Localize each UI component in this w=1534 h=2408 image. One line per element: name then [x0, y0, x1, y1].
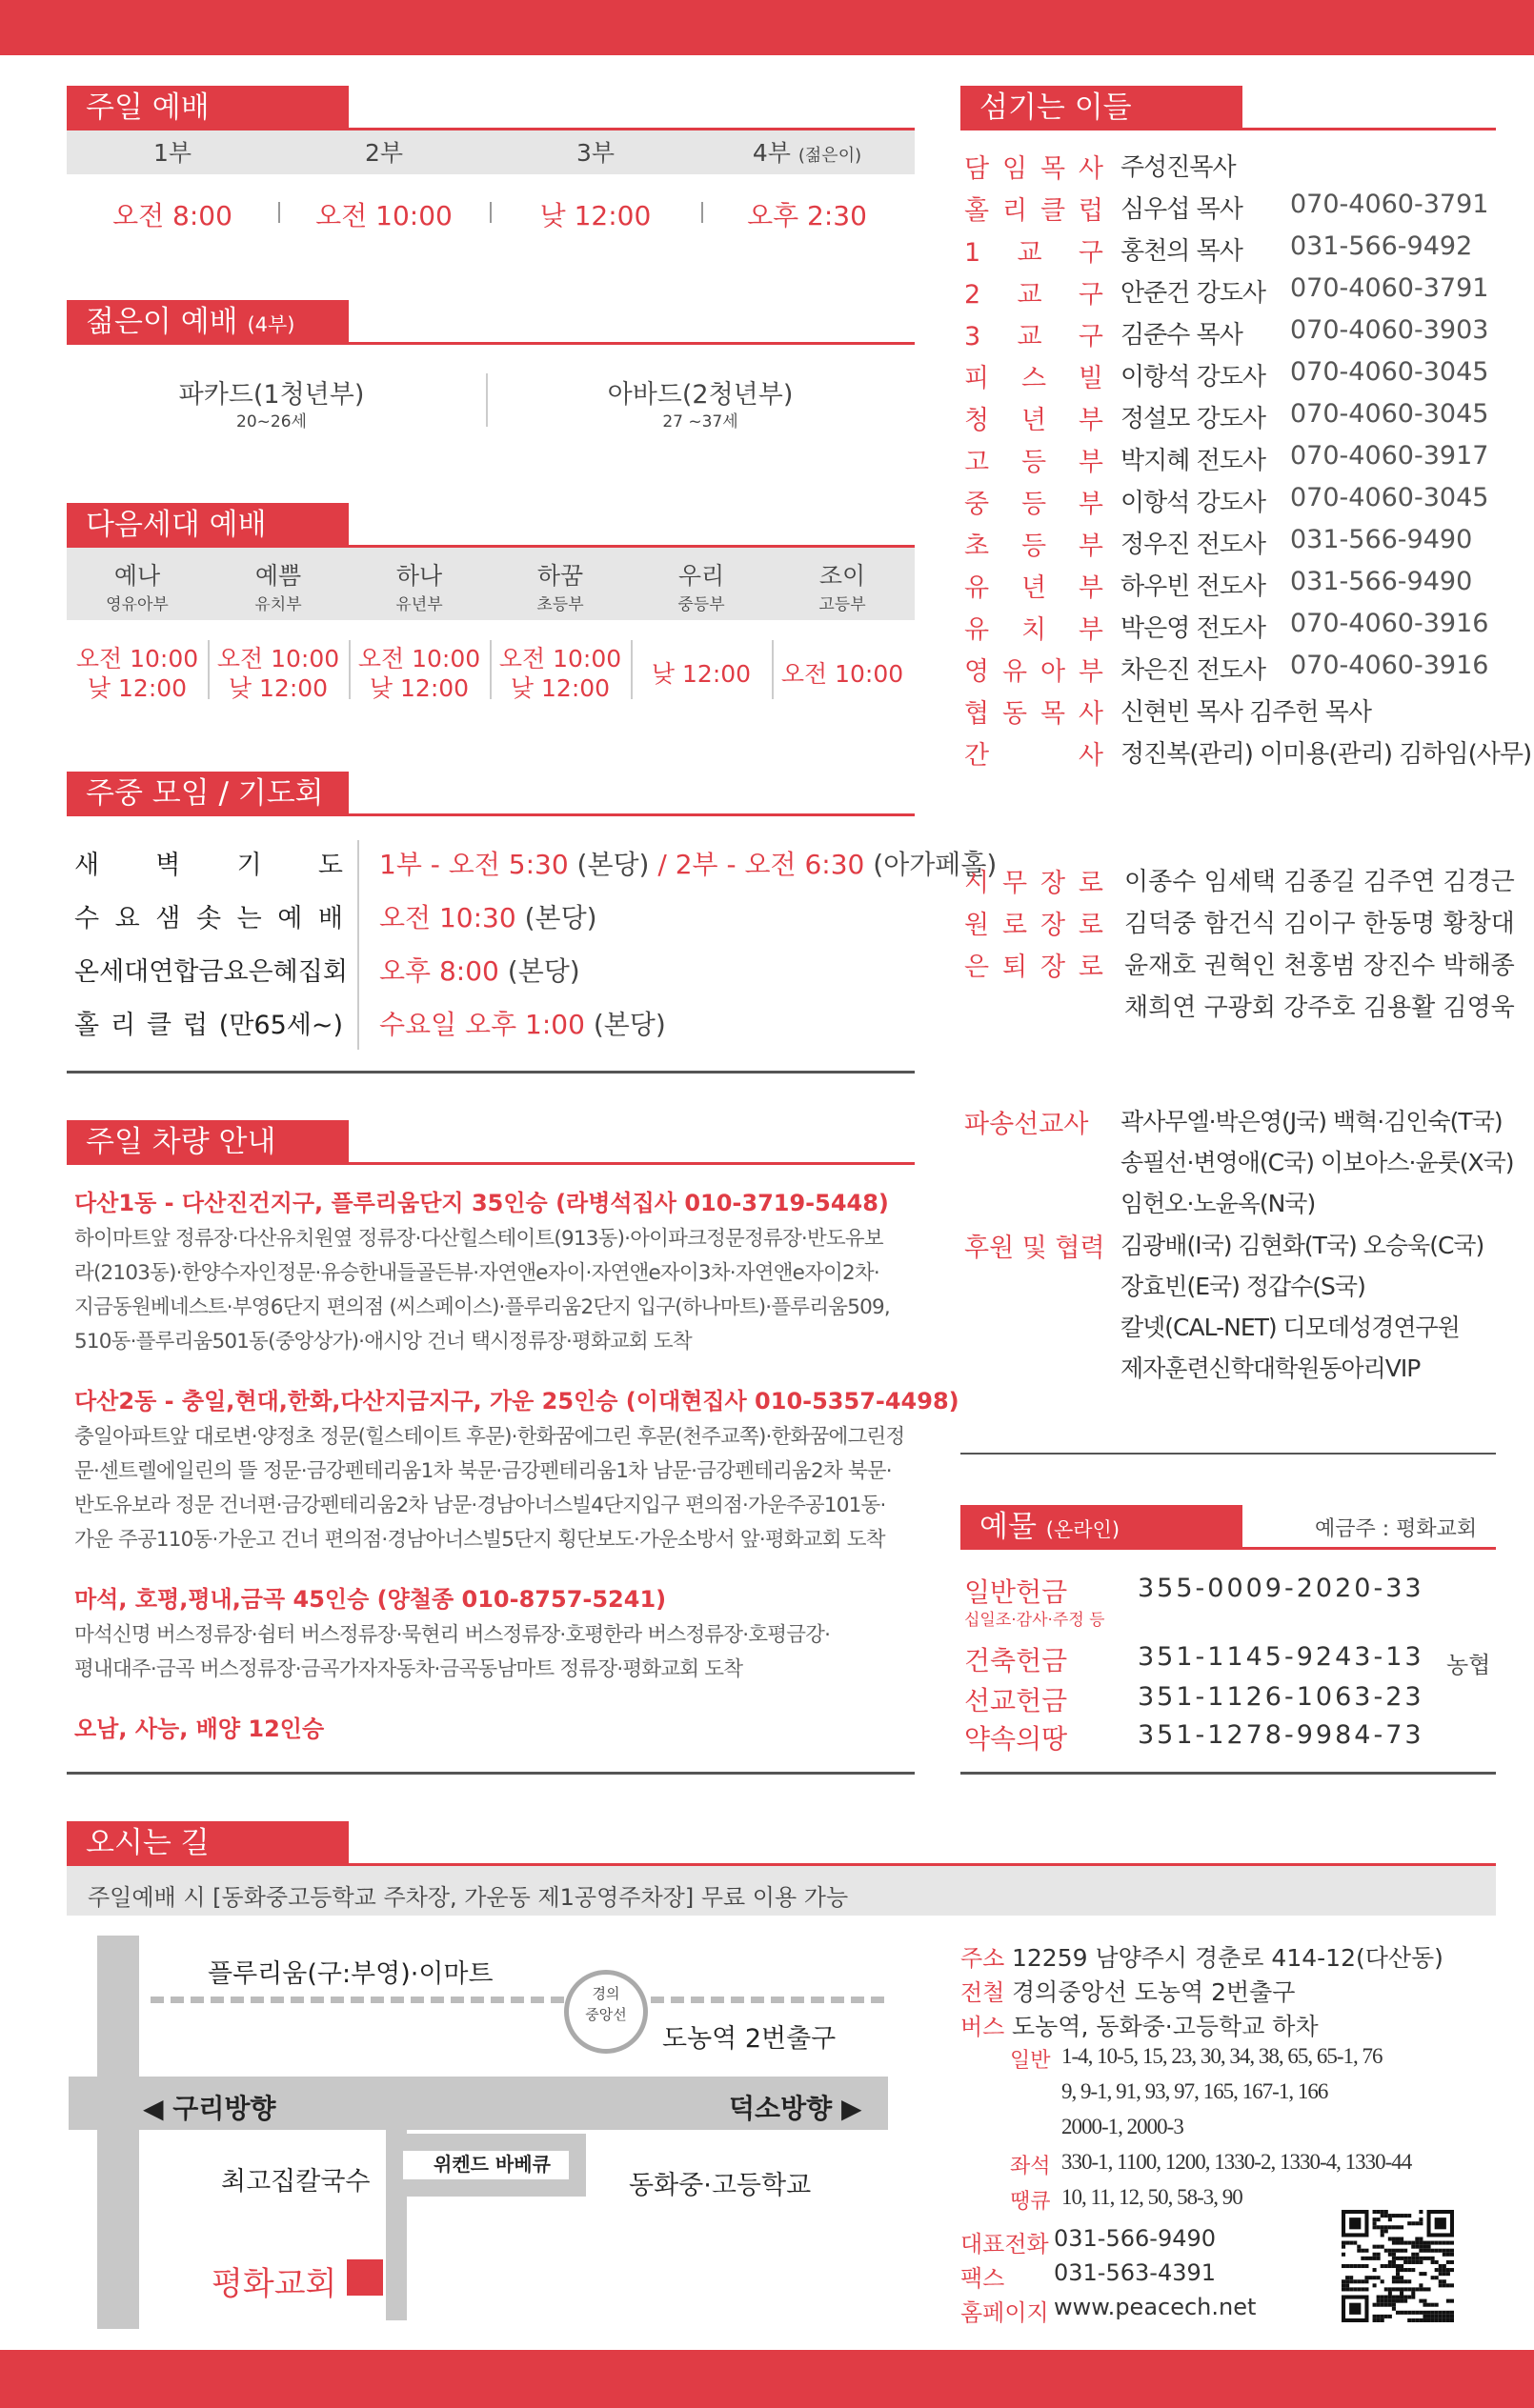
- nextgen-dept-sub: 고등부: [818, 595, 866, 614]
- sunday-service-sub: (젊은이): [797, 146, 862, 166]
- vehicle-route-line: 평내대주·금곡 버스정류장·금곡가자자동차·금곡동남마트 정류장·평화교회 도착: [74, 1657, 743, 1681]
- offering-account: 355-0009-2020-33: [1138, 1574, 1424, 1603]
- weekday-red1: 수요일 오후 1:00: [379, 1009, 585, 1040]
- elder-names: 이종수 임세택 김종길 김주연 김경근: [1124, 868, 1515, 896]
- staff-role: 초 등 부: [964, 532, 1103, 561]
- bus-type-label: 일반: [1010, 2049, 1051, 2073]
- staff-role: 고 등 부: [964, 448, 1103, 477]
- staff-name: 하우빈 전도사: [1120, 572, 1265, 601]
- sunday-section-title: 주일 예배: [67, 86, 349, 130]
- vehicle-route-line: 510동·플루리움501동(중앙상가)·애시앙 건너 택시정류장·평화교회 도착: [74, 1330, 692, 1354]
- staff-role: 2 교 구: [964, 280, 1103, 310]
- info-value: 031-563-4391: [1054, 2259, 1217, 2286]
- support-line: 장효빈(E국) 정갑수(S국): [1120, 1273, 1365, 1300]
- map-top-label: 플루리움(구:부영)·이마트: [208, 1959, 494, 1989]
- elder-names: 채희연 구광회 강주호 김용활 김영욱: [1124, 993, 1515, 1022]
- sunday-service-label: [701, 134, 913, 169]
- staff-phone: 031-566-9490: [1290, 525, 1473, 554]
- separator: [772, 640, 774, 699]
- nextgen-dept-sub: 중등부: [677, 595, 725, 614]
- map-left-direction: ◀ 구리방향: [143, 2093, 276, 2124]
- map-church-marker: [347, 2259, 383, 2296]
- info-value: 12259 남양주시 경춘로 414-12(다산동): [1012, 1944, 1443, 1972]
- info-label: 전철: [960, 1979, 1005, 2006]
- staff-phone: 070-4060-3045: [1290, 399, 1489, 429]
- separator: [490, 640, 492, 699]
- info-value: 도농역, 동화중·고등학교 하차: [1012, 2013, 1319, 2040]
- weekday-slash: /: [649, 849, 676, 880]
- staff-role: 3 교 구: [964, 322, 1103, 351]
- weekday-gray1: (본당): [498, 955, 580, 987]
- sunday-service-part: 1부: [152, 139, 192, 167]
- youth-group-2: 아바드(2청년부): [607, 380, 794, 410]
- info-value: 경의중앙선 도농역 2번출구: [1012, 1978, 1296, 2006]
- map-church: 평화교회: [212, 2265, 337, 2303]
- weekday-gray1: (본당): [584, 1009, 666, 1040]
- map-rail-line: [151, 1997, 884, 2003]
- separator: [631, 640, 633, 699]
- nextgen-dept-sub: 유년부: [395, 595, 443, 614]
- info-label: 버스: [960, 2014, 1005, 2040]
- support-line: 제자훈련신학대학원동아리VIP: [1120, 1354, 1421, 1382]
- missionary-line: 곽사무엘·박은영(J국) 백혁·김인숙(T국): [1120, 1108, 1503, 1135]
- sunday-service-label: [67, 134, 278, 169]
- sunday-service-label: [490, 134, 701, 169]
- separator: [349, 640, 351, 699]
- staff-name: 정우진 전도사: [1120, 531, 1265, 559]
- offering-sub: 십일조·감사·주정 등: [964, 1611, 1105, 1630]
- support-label: 후원 및 협력: [964, 1234, 1105, 1263]
- elder-names: 김덕중 함건식 김이구 한동명 황창대: [1124, 910, 1515, 938]
- youth-section-title: 젊은이 예배 (4부): [67, 300, 349, 344]
- nextgen-dept-sub: 영유아부: [106, 595, 169, 614]
- nextgen-section-title: 다음세대 예배: [67, 503, 349, 547]
- directions-section-title: 오시는 길: [67, 1821, 349, 1865]
- staff-phone: 031-566-9492: [1290, 231, 1473, 261]
- staff-name: 정설모 강도사: [1120, 405, 1265, 433]
- vehicle-route-line: 충일아파트앞 대로변·양정초 정문(힐스테이트 후문)·한화꿈에그린 후문(천주교쪽)·한화꿈에그린정: [74, 1425, 905, 1449]
- sunday-service-time: 낮 12:00: [539, 200, 652, 231]
- weekday-red2: 2부 - 오전 6:30: [675, 849, 865, 880]
- map-bbq: 위켄드 바베큐: [434, 2153, 551, 2176]
- nextgen-dept-name: 예쁨: [254, 562, 302, 590]
- vehicle-route-head: 다산1동 - 다산진건지구, 플루리움단지 35인승 (라병석집사 010-3719-5448): [74, 1190, 889, 1216]
- nextgen-time-2: 낮 12:00: [228, 674, 329, 702]
- nextgen-time-1: 오전 10:00: [216, 645, 340, 672]
- bus-type-label: 좌석: [1010, 2155, 1051, 2178]
- nextgen-time-1: 오전 10:00: [75, 645, 199, 672]
- staff-role: 1 교 구: [964, 238, 1103, 268]
- staff-name: 박은영 전도사: [1120, 614, 1265, 643]
- map-exit-label: 도농역 2번출구: [662, 2024, 837, 2054]
- staff-phone: 070-4060-3791: [1290, 273, 1489, 303]
- sunday-service-time: 오전 8:00: [112, 200, 232, 231]
- staff-role: 담 임 목 사: [964, 154, 1103, 184]
- missionary-line: 임헌오·노윤옥(N국): [1120, 1190, 1316, 1217]
- info-value: 031-566-9490: [1054, 2225, 1217, 2252]
- map-station-label-2: 중앙선: [585, 2006, 627, 2023]
- missionary-label: 파송선교사: [964, 1110, 1089, 1139]
- weekday-gray1: (본당): [515, 902, 597, 933]
- separator: [208, 640, 210, 699]
- nextgen-time-2: 낮 12:00: [510, 674, 611, 702]
- staff-name: 김준수 목사: [1120, 321, 1242, 350]
- staff-role: 피 스 빌: [964, 364, 1103, 393]
- weekday-name: 새 벽 기 도: [74, 851, 343, 880]
- staff-phone: 070-4060-3916: [1290, 609, 1489, 638]
- weekday-time: [379, 897, 597, 935]
- staff-name: 이항석 강도사: [1120, 363, 1265, 391]
- offering-name: 건축헌금: [964, 1645, 1068, 1676]
- info-value: www.peacech.net: [1054, 2294, 1257, 2320]
- map-restaurant: 최고집칼국수: [221, 2167, 371, 2197]
- offering-holder: 예금주 : 평화교회: [1315, 1517, 1478, 1541]
- offering-section-title: 예물 (온라인): [960, 1505, 1242, 1549]
- bus-route-line: 10, 11, 12, 50, 58-3, 90: [1061, 2185, 1242, 2209]
- nextgen-time-2: 낮 12:00: [87, 674, 188, 702]
- support-line: 김광배(I국) 김현화(T국) 오승욱(C국): [1120, 1232, 1484, 1259]
- offering-account: 351-1278-9984-73: [1138, 1720, 1424, 1750]
- staff-role: 중 등 부: [964, 490, 1103, 519]
- nextgen-time-1: 오전 10:00: [780, 660, 904, 688]
- staff-role: 유 치 부: [964, 615, 1103, 645]
- support-line: 칼넷(CAL-NET) 디모데성경연구원: [1120, 1314, 1460, 1341]
- staff-name: 정진복(관리) 이미용(관리) 김하임(사무): [1120, 740, 1532, 769]
- staff-name: 신현빈 목사 김주헌 목사: [1120, 698, 1371, 727]
- info-label: 팩스: [960, 2265, 1005, 2292]
- weekday-red1: 오전 10:30: [379, 902, 516, 933]
- top-bar: [0, 0, 1534, 55]
- nextgen-dept-sub: 유치부: [254, 595, 302, 614]
- bus-route-line: 2000-1, 2000-3: [1061, 2115, 1183, 2138]
- staff-name: 이항석 강도사: [1120, 489, 1265, 517]
- vehicle-route-line: 마석신명 버스정류장·쉼터 버스정류장·묵현리 버스정류장·호평한라 버스정류장·호평금강·: [74, 1623, 831, 1647]
- missionary-line: 송필선·변영애(C국) 이보아스·윤룻(X국): [1120, 1149, 1514, 1176]
- nextgen-dept-name: 우리: [677, 562, 725, 590]
- directions-notice: 주일예배 시 [동화중고등학교 주차장, 가운동 제1공영주차장] 무료 이용 가능: [88, 1884, 849, 1911]
- sunday-service-part: 4부: [752, 139, 791, 167]
- offering-account: 351-1145-9243-13: [1138, 1642, 1424, 1672]
- youth-group-1: 파카드(1청년부): [178, 380, 365, 410]
- offering-name: 일반헌금: [964, 1576, 1068, 1608]
- elder-role: 원 로 장 로: [964, 911, 1103, 940]
- weekday-name: 온세대연합금요은혜집회: [74, 957, 348, 987]
- vehicle-route-line: 하이마트앞 정류장·다산유치원옆 정류장·다산힐스테이트(913동)·아이파크정문정류장·반도유보: [74, 1227, 883, 1251]
- elder-names: 윤재호 권혁인 천홍범 장진수 박해종: [1124, 952, 1515, 980]
- offering-name: 약속의땅: [964, 1723, 1068, 1755]
- sunday-service-part: 3부: [575, 139, 616, 167]
- elder-role: 은 퇴 장 로: [964, 953, 1103, 982]
- staff-name: 홍천의 목사: [1120, 237, 1242, 266]
- vehicle-route-head: 다산2동 - 충일,현대,한화,다산지금지구, 가운 25인승 (이대현집사 010-5357-4498): [74, 1388, 959, 1415]
- map-road-vertical: [97, 1936, 139, 2329]
- staff-role: 유 년 부: [964, 573, 1103, 603]
- staff-section-title: 섬기는 이들: [960, 86, 1242, 130]
- staff-role: 간 사: [964, 741, 1103, 771]
- staff-name: 박지혜 전도사: [1120, 447, 1265, 475]
- map-school: 동화중·고등학교: [629, 2171, 812, 2200]
- nextgen-dept-name: 예나: [113, 562, 161, 590]
- bus-route-line: 1-4, 10-5, 15, 23, 30, 34, 38, 65, 65-1, 76: [1061, 2044, 1383, 2068]
- youth-group-2-age: 27 ~37세: [662, 412, 738, 431]
- staff-role: 영 유 아 부: [964, 657, 1103, 687]
- vehicle-route-head: 오남, 사능, 배양 12인승: [74, 1716, 325, 1742]
- offering-bank: 농협: [1446, 1652, 1491, 1678]
- staff-name: 안준건 강도사: [1120, 279, 1265, 308]
- youth-group-1-age: 20~26세: [236, 412, 307, 431]
- nextgen-dept-sub: 초등부: [536, 595, 584, 614]
- staff-role: 홀 리 클 럽: [964, 196, 1103, 226]
- offering-account: 351-1126-1063-23: [1138, 1682, 1424, 1712]
- sunday-service-time: 오전 10:00: [315, 200, 453, 231]
- separator: [701, 202, 703, 223]
- separator: [278, 202, 280, 223]
- weekday-red1: 1부 - 오전 5:30: [379, 849, 569, 880]
- nextgen-time-1: 오전 10:00: [357, 645, 481, 672]
- vehicle-route-line: 라(2103동)·한양수자인정문·유승한내들골든뷰·자연앤e자이·자연앤e자이3차·자연앤e자이2차·: [74, 1261, 879, 1285]
- staff-name: 주성진목사: [1120, 153, 1236, 182]
- offering-name: 선교헌금: [964, 1685, 1068, 1716]
- vehicle-route-line: 가운 주공110동·가운고 건너 편의점·경남아너스빌5단지 횡단보도·가운소방서 앞·평화교회 도착: [74, 1528, 885, 1552]
- weekday-red1: 오후 8:00: [379, 955, 499, 987]
- weekday-name: 수 요 샘 솟 는 예 배: [74, 904, 343, 933]
- staff-phone: 070-4060-3045: [1290, 357, 1489, 387]
- staff-phone: 031-566-9490: [1290, 567, 1473, 596]
- weekday-time: [379, 1004, 666, 1042]
- info-label: 주소: [960, 1945, 1005, 1972]
- qr-code-icon: [1342, 2210, 1454, 2322]
- map-station-label-1: 경의: [592, 1985, 620, 2002]
- staff-role: 협 동 목 사: [964, 699, 1103, 729]
- vehicle-route-line: 문·센트렐에일린의 뜰 정문·금강펜테리움1차 북문·금강펜테리움1차 남문·금강펜테리움2차 북문·: [74, 1459, 892, 1483]
- map-right-direction: 덕소방향 ▶: [729, 2093, 862, 2124]
- bottom-bar: [0, 2350, 1534, 2408]
- weekday-time: [379, 844, 997, 882]
- staff-phone: 070-4060-3903: [1290, 315, 1489, 345]
- bus-type-label: 땡큐: [1010, 2190, 1051, 2214]
- nextgen-dept-name: 하나: [395, 562, 443, 590]
- info-label: 대표전화: [960, 2231, 1049, 2258]
- weekday-name: 홀 리 클 럽 (만65세~): [74, 1011, 343, 1040]
- staff-phone: 070-4060-3791: [1290, 190, 1489, 219]
- staff-name: 차은진 전도사: [1120, 656, 1265, 685]
- nextgen-dept-name: 조이: [818, 562, 866, 590]
- nextgen-dept-name: 하꿈: [536, 562, 584, 590]
- staff-phone: 070-4060-3916: [1290, 651, 1489, 680]
- weekday-section-title: 주중 모임 / 기도회: [67, 772, 349, 815]
- staff-role: 청 년 부: [964, 406, 1103, 435]
- sunday-service-label: [278, 134, 490, 169]
- weekday-gray1: (본당): [568, 849, 650, 880]
- nextgen-time-1: 낮 12:00: [651, 660, 752, 688]
- vehicle-route-head: 마석, 호평,평내,금곡 45인승 (양철종 010-8757-5241): [74, 1586, 667, 1613]
- separator: [490, 202, 492, 223]
- vehicle-section-title: 주일 차량 안내: [67, 1120, 349, 1164]
- nextgen-time-2: 낮 12:00: [369, 674, 470, 702]
- weekday-gray2: (아가페홀): [864, 849, 998, 880]
- sunday-service-part: 2부: [364, 139, 404, 167]
- weekday-time: [379, 951, 580, 989]
- sunday-service-time: 오후 2:30: [747, 200, 867, 231]
- vehicle-route-line: 반도유보라 정문 건너편·금강펜테리움2차 남문·경남아너스빌4단지입구 편의점·가운주공101동·: [74, 1494, 886, 1517]
- vehicle-route-line: 지금동원베네스트·부영6단지 편의점 (씨스페이스)·플루리움2단지 입구(하나마트)·플루리움509,: [74, 1295, 890, 1319]
- nextgen-time-1: 오전 10:00: [498, 645, 622, 672]
- bus-route-line: 330-1, 1100, 1200, 1330-2, 1330-4, 1330-44: [1061, 2150, 1412, 2174]
- info-label: 홈페이지: [960, 2299, 1049, 2326]
- elder-role: 시 무 장 로: [964, 869, 1103, 898]
- staff-name: 심우섭 목사: [1120, 195, 1242, 224]
- staff-phone: 070-4060-3917: [1290, 441, 1489, 471]
- bus-route-line: 9, 9-1, 91, 93, 97, 165, 167-1, 166: [1061, 2079, 1328, 2103]
- staff-phone: 070-4060-3045: [1290, 483, 1489, 512]
